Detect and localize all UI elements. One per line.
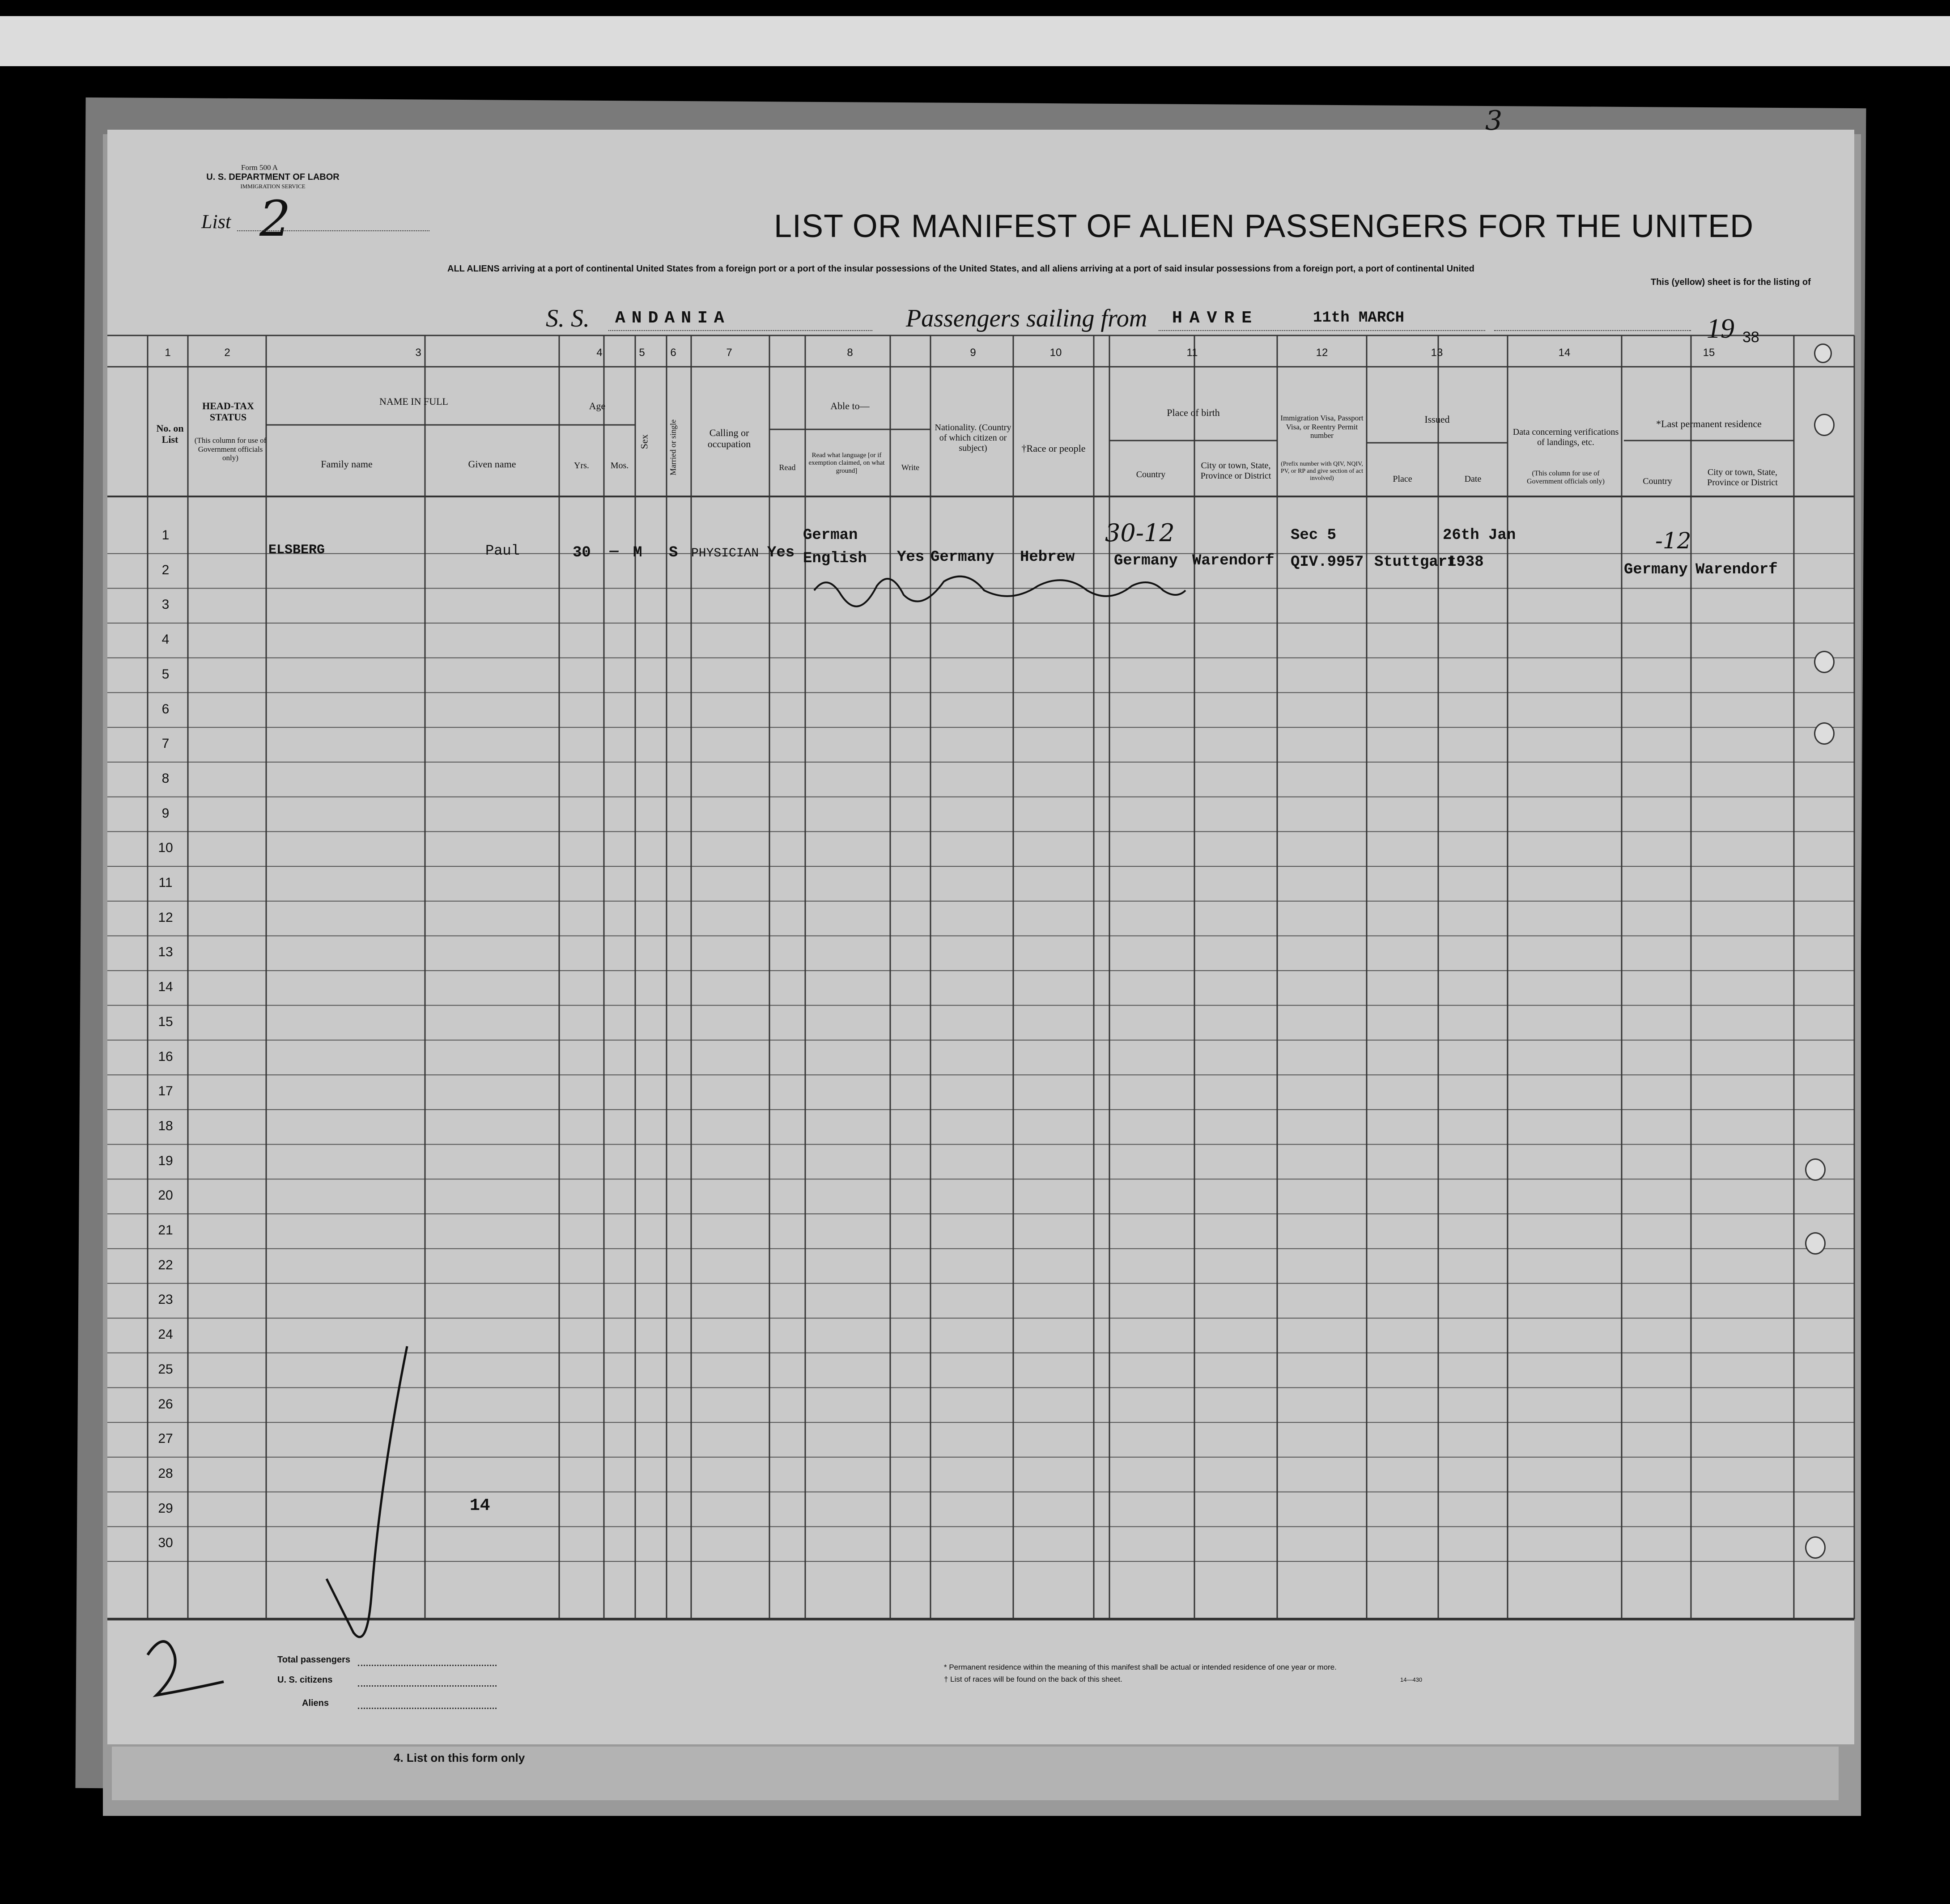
row-number: 30 (158, 1535, 173, 1551)
col-calling: Calling or occupation (707, 427, 751, 450)
col-married: Married or single (668, 419, 678, 475)
row-number: 21 (158, 1223, 173, 1238)
punch-hole (1805, 1158, 1826, 1181)
punch-hole (1814, 343, 1832, 363)
page-subtitle: ALL ALIENS arriving at a port of continental United States from a foreign port or a port of the insular possessions of the United States, and all aliens arriving at a port of said insular possessions from a foreign port, a port of continental United (447, 264, 1474, 274)
row-number: 20 (158, 1188, 173, 1203)
sailing-date: 11th MARCH (1313, 310, 1405, 327)
punch-hole (1805, 1232, 1826, 1255)
col-nationality: Nationality. (Country of which citizen or subject) (935, 423, 1011, 453)
row-number: 29 (158, 1501, 173, 1516)
col-head-tax: HEAD-TAX STATUS (202, 400, 254, 423)
page-subtitle-2: This (yellow) sheet is for the listing of (1651, 277, 1811, 287)
column-number: 3 (415, 347, 421, 359)
list-number: 2 (259, 190, 291, 247)
passenger-family-name: ELSBERG (268, 543, 325, 558)
row-number: 16 (158, 1049, 173, 1064)
column-number: 12 (1316, 347, 1328, 359)
col-visa-note: (Prefix number with QIV, NQIV, PV, or RP and give section of act involved) (1280, 461, 1364, 482)
passenger-issued-date-2: 1938 (1447, 554, 1484, 571)
year-suffix: 38 (1742, 329, 1759, 346)
footer-line (358, 1685, 497, 1687)
col-verifications-note: (This column for use of Government officials only) (1527, 470, 1605, 486)
passenger-visa-1: Sec 5 (1291, 527, 1337, 544)
punch-hole (1814, 651, 1835, 673)
col-issued: Issued (1424, 414, 1450, 425)
row-number: 13 (158, 945, 173, 960)
col-able-to: Able to— (830, 400, 870, 411)
col-age-mos: Mos. (610, 461, 629, 471)
passenger-write: Yes (897, 549, 925, 566)
passenger-age-mos: – (608, 537, 620, 563)
col-age: Age (589, 400, 606, 411)
passenger-issued-place: Stuttgart (1374, 554, 1457, 571)
column-number: 5 (639, 347, 645, 359)
underlying-sheet (112, 1747, 1839, 1800)
row-number: 7 (161, 736, 170, 751)
col-family-name: Family name (321, 458, 373, 470)
row-number: 18 (158, 1118, 173, 1133)
footer-line (358, 1665, 497, 1666)
row-number: 26 (158, 1396, 173, 1412)
column-number: 7 (726, 347, 732, 359)
punch-hole (1805, 1536, 1826, 1559)
row-number: 4 (161, 632, 170, 647)
punch-hole (1814, 414, 1835, 436)
corner-scribble (148, 1641, 224, 1695)
passenger-occupation: PHYSICIAN (691, 547, 759, 560)
row-number: 10 (158, 840, 173, 856)
column-number: 6 (670, 347, 676, 359)
footer-note-1: * Permanent residence within the meaning of this manifest shall be actual or intended residence of one year or more. (944, 1663, 1337, 1671)
col-race: †Race or people (1021, 443, 1086, 454)
col-read-language: Read what language [or if exemption claimed, on what ground] (808, 452, 885, 475)
row-number: 27 (158, 1431, 173, 1446)
passenger-read: Yes (767, 544, 795, 561)
row-number: 19 (158, 1153, 173, 1168)
col-res-country: Country (1643, 476, 1672, 486)
row-number: 1 (161, 528, 170, 543)
column-number: 14 (1558, 347, 1571, 359)
column-number: 11 (1186, 347, 1198, 359)
department-name: U. S. DEPARTMENT OF LABOR (206, 172, 340, 182)
list-label: List (201, 211, 231, 233)
col-no-on-list: No. on List (156, 423, 184, 445)
row-number: 6 (161, 701, 170, 717)
column-number: 1 (165, 347, 171, 359)
row-number: 11 (158, 875, 173, 890)
col-issued-place: Place (1393, 474, 1412, 484)
col-last-residence: *Last permanent residence (1656, 418, 1762, 429)
passenger-marital: S (669, 544, 678, 561)
passenger-race: Hebrew (1020, 549, 1075, 566)
col-issued-date: Date (1464, 474, 1482, 484)
passenger-language-1: German (803, 527, 858, 544)
col-birth-city: City or town, State, Province or District (1200, 461, 1271, 481)
col-age-yrs: Yrs. (574, 461, 589, 471)
punch-hole (1814, 722, 1835, 745)
footer-line (358, 1708, 497, 1709)
row-number: 25 (158, 1361, 173, 1377)
passenger-birth-country: Germany (1114, 552, 1178, 569)
col-name-in-full: NAME IN FULL (379, 396, 448, 407)
row-number: 22 (158, 1257, 173, 1272)
year-prefix: 19 (1707, 314, 1734, 344)
col-birth-country: Country (1136, 470, 1166, 479)
ss-label: S. S. (546, 305, 590, 332)
col-head-tax-note: (This column for use of Government officials only) (194, 436, 267, 462)
column-number: 2 (224, 347, 230, 359)
signature-scribble (814, 577, 1185, 606)
page-title: LIST OR MANIFEST OF ALIEN PASSENGERS FOR THE UNITED (774, 208, 1754, 244)
passenger-birth-city: Warendorf (1192, 552, 1275, 569)
margin-checkmark (327, 1346, 407, 1637)
stamp-mark: 3 (1485, 105, 1503, 136)
footer-total-passengers: Total passengers (277, 1655, 351, 1665)
row-number: 2 (161, 562, 170, 577)
col-res-city: City or town, State, Province or District (1707, 467, 1778, 488)
column-number: 10 (1049, 347, 1062, 359)
form-number: Form 500 A (241, 163, 278, 172)
footer-note-2: † List of races will be found on the back of this sheet. (944, 1675, 1122, 1683)
row-number: 5 (161, 666, 170, 682)
row-number: 3 (161, 597, 170, 612)
passenger-sex: M (633, 544, 642, 561)
row-number: 12 (158, 910, 173, 925)
row-number: 14 (158, 980, 173, 995)
port-name: HAVRE (1172, 309, 1259, 328)
passenger-age-yrs: 30 (573, 544, 591, 561)
passenger-res-note: -12 (1655, 528, 1691, 554)
row-number: 23 (158, 1292, 173, 1307)
service-name: IMMIGRATION SERVICE (240, 183, 306, 190)
passenger-birth-note: 30-12 (1105, 519, 1175, 547)
column-number: 4 (596, 347, 603, 359)
passenger-given-name: Paul (485, 543, 520, 559)
row-number: 17 (158, 1084, 173, 1099)
col-write: Write (901, 463, 920, 472)
passenger-res-country: Germany (1624, 561, 1688, 578)
footer-aliens: Aliens (302, 1698, 329, 1708)
col-given-name: Given name (468, 458, 516, 470)
col-verifications: Data concerning verifications of landings, etc. (1512, 427, 1619, 447)
row-number: 8 (161, 771, 170, 786)
row-number: 28 (158, 1466, 173, 1481)
footer-code: 14—430 (1400, 1676, 1423, 1683)
col-sex: Sex (638, 434, 650, 449)
passenger-language-2: English (803, 550, 867, 567)
column-number: 15 (1703, 347, 1715, 359)
column-number: 8 (847, 347, 853, 359)
sailing-label: Passengers sailing from (906, 305, 1147, 332)
row-number: 24 (158, 1327, 173, 1342)
column-number: 9 (970, 347, 976, 359)
passenger-issued-date-1: 26th Jan (1443, 527, 1516, 544)
ship-name: ANDANIA (615, 309, 731, 328)
row-number: 9 (161, 806, 170, 821)
column-number: 13 (1431, 347, 1443, 359)
passenger-res-city: Warendorf (1695, 561, 1778, 578)
col-visa: Immigration Visa, Passport Visa, or Reentry Permit number (1280, 414, 1364, 440)
col-read: Read (779, 463, 796, 472)
underlying-sheet-text: 4. List on this form only (394, 1751, 525, 1764)
footer-us-citizens: U. S. citizens (277, 1675, 333, 1685)
row-number: 15 (158, 1014, 173, 1029)
passenger-nationality: Germany (930, 549, 994, 566)
passenger-visa-2: QIV.9957 (1291, 554, 1364, 571)
col-place-of-birth: Place of birth (1167, 407, 1220, 418)
margin-number: 14 (470, 1496, 490, 1515)
